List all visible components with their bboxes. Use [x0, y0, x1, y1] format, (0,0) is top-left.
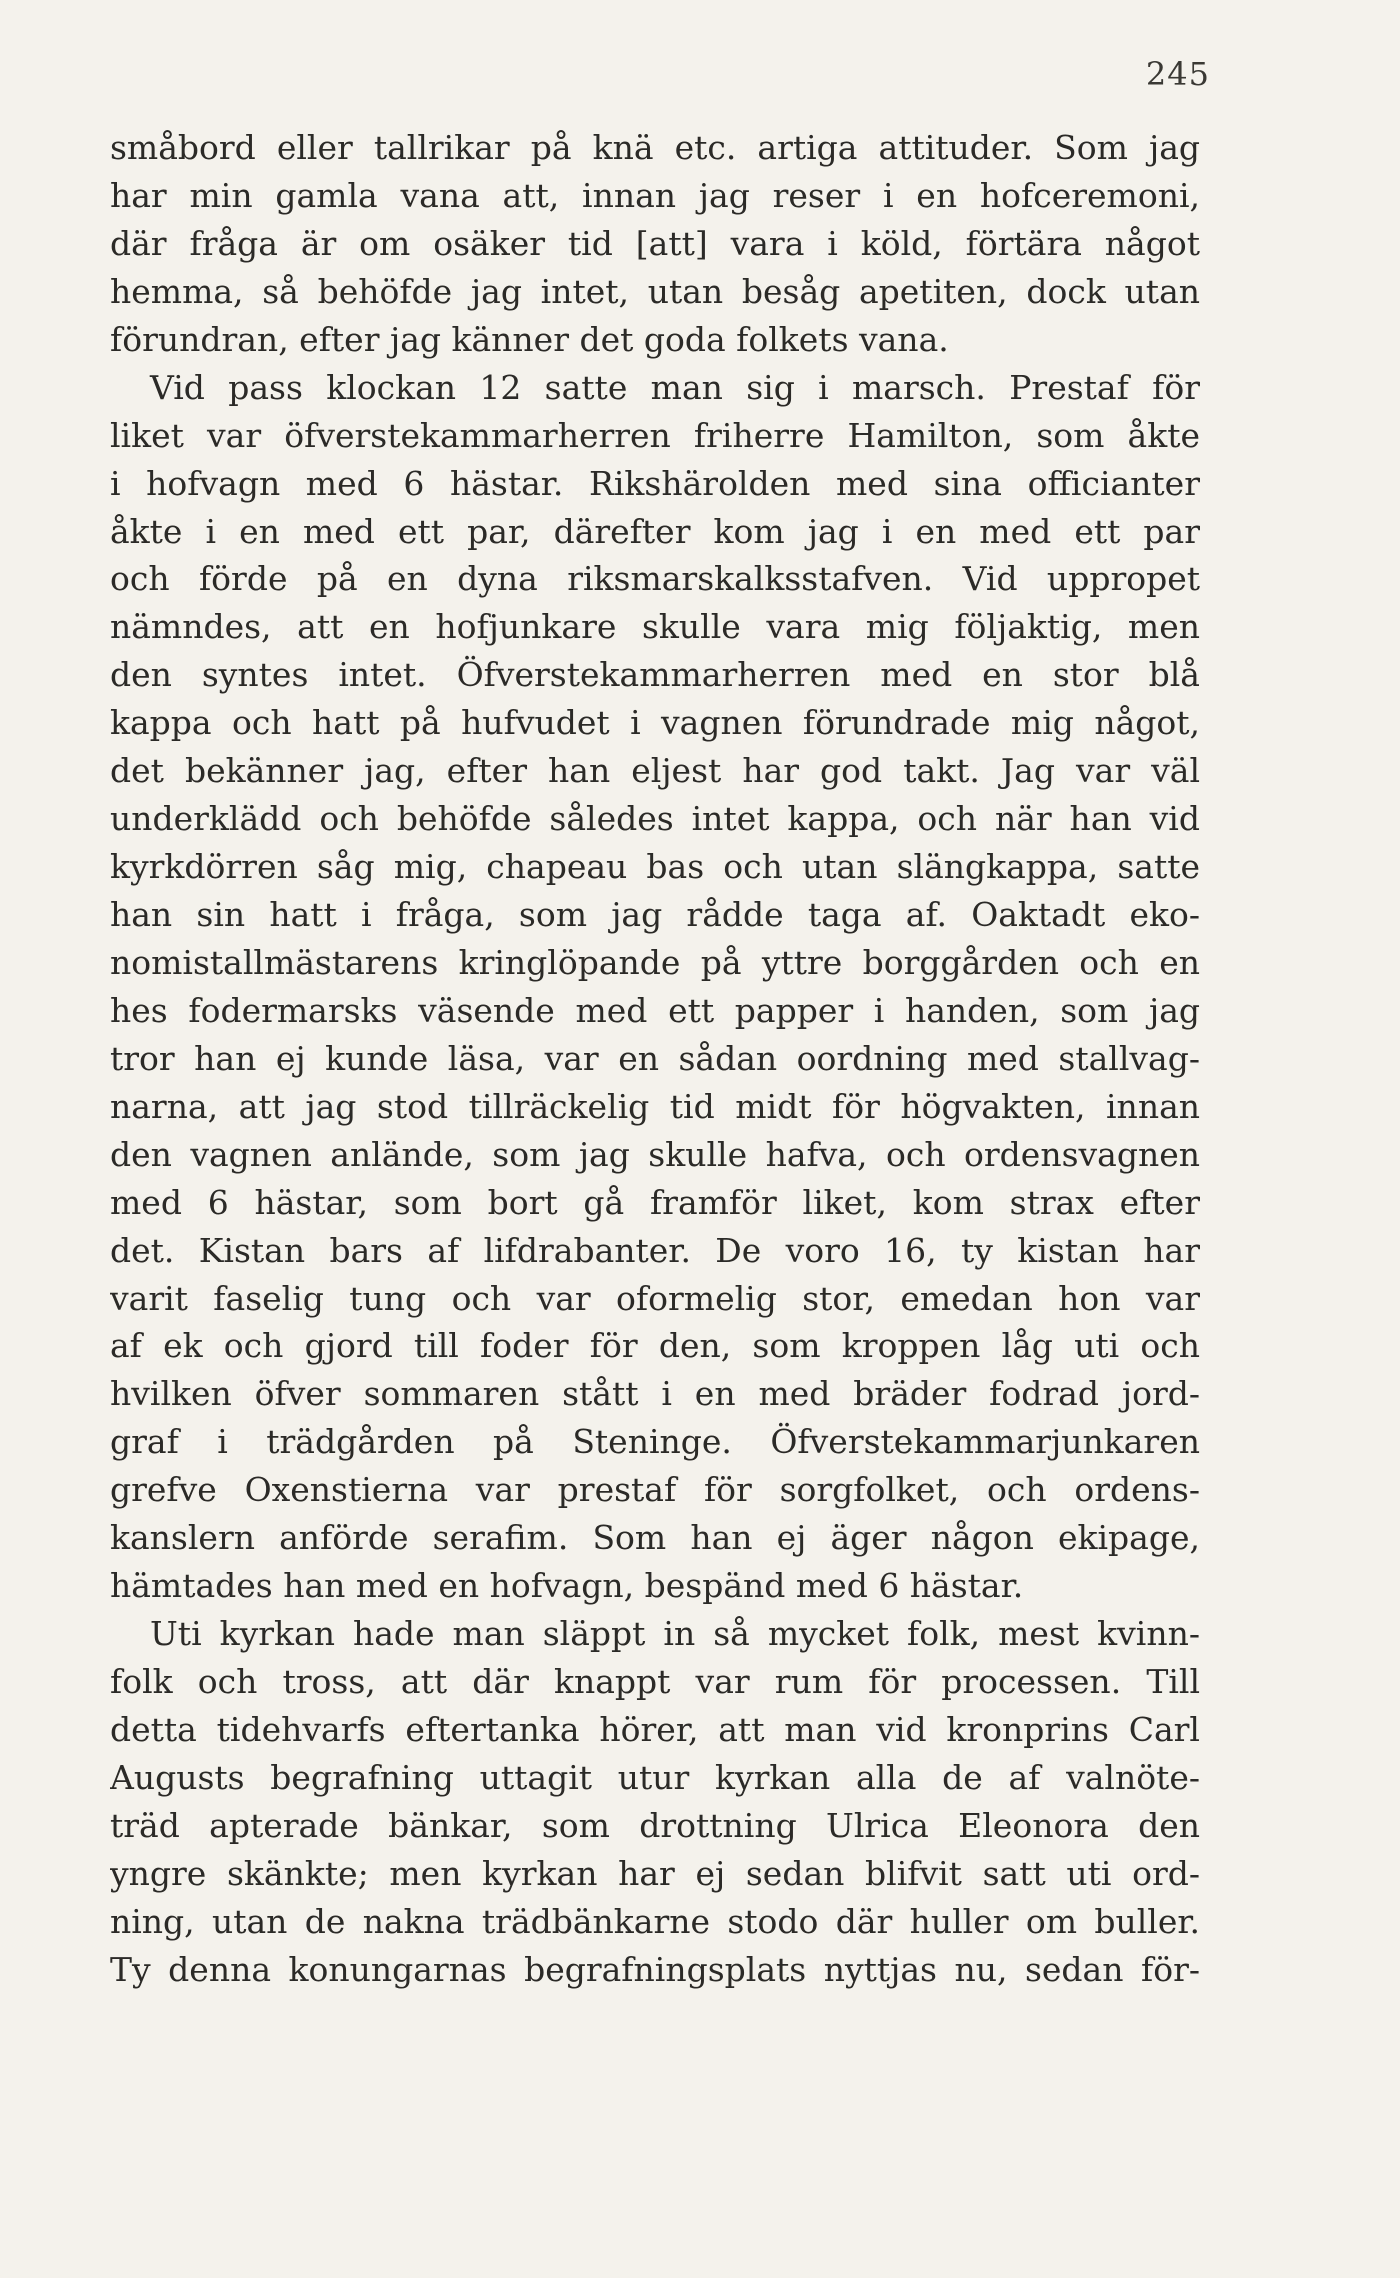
page-number: 245	[1145, 55, 1210, 93]
text-line: i hofvagn med 6 hästar. Rikshärolden med sina officianter	[110, 463, 1200, 503]
text-line: graf i trädgården på Steninge. Öfverstekammarjunkaren	[110, 1422, 1200, 1462]
text-line: förundran, efter jag känner det goda folkets vana.	[110, 319, 949, 359]
text-line: kanslern anförde serafim. Som han ej äger någon ekipage,	[110, 1518, 1200, 1558]
text-line: har min gamla vana att, innan jag reser i en hofceremoni,	[110, 175, 1200, 215]
text-line: han sin hatt i fråga, som jag rådde taga af. Oaktadt eko-	[110, 895, 1200, 934]
text-line: nämndes, att en hofjunkare skulle vara mig följaktig, men	[110, 607, 1200, 647]
text-line: hes fodermarsks väsende med ett papper i handen, som jag	[110, 990, 1200, 1030]
text-line: med 6 hästar, som bort gå framför liket, kom strax efter	[110, 1182, 1200, 1222]
text-line: af ek och gjord till foder för den, som kroppen låg uti och	[110, 1326, 1200, 1366]
text-line: hvilken öfver sommaren stått i en med bräder fodrad jord-	[110, 1374, 1200, 1414]
text-line: kappa och hatt på hufvudet i vagnen förundrade mig något,	[110, 703, 1200, 743]
text-line: åkte i en med ett par, därefter kom jag i en med ett par	[110, 511, 1200, 551]
text-line: det. Kistan bars af lifdrabanter. De voro 16, ty kistan har	[110, 1230, 1200, 1270]
text-line: där fråga är om osäker tid [att] vara i köld, förtära något	[110, 223, 1200, 263]
text-line: kyrkdörren såg mig, chapeau bas och utan slängkappa, satte	[110, 847, 1200, 887]
text-line: yngre skänkte; men kyrkan har ej sedan blifvit satt uti ord-	[110, 1853, 1200, 1893]
text-line: och förde på en dyna riksmarskalksstafven. Vid uppropet	[110, 559, 1200, 599]
text-line: tror han ej kunde läsa, var en sådan oordning med stallvag-	[110, 1038, 1200, 1078]
text-line: hämtades han med en hofvagn, bespänd med 6 hästar.	[110, 1566, 1024, 1606]
text-line: det bekänner jag, efter han eljest har god takt. Jag var väl	[110, 751, 1200, 791]
text-line: hemma, så behöfde jag intet, utan besåg apetiten, dock utan	[110, 271, 1200, 311]
text-line: Vid pass klockan 12 satte man sig i marsch. Prestaf för	[150, 367, 1200, 407]
text-line: detta tidehvarfs eftertanka hörer, att man vid kronprins Carl	[110, 1709, 1200, 1749]
text-line: den syntes intet. Öfverstekammarherren med en stor blå	[110, 655, 1200, 695]
text-line: Ty denna konungarnas begrafningsplats nyttjas nu, sedan för-	[110, 1949, 1200, 1989]
text-line: varit faselig tung och var oformelig stor, emedan hon var	[110, 1278, 1200, 1318]
text-line: folk och tross, att där knappt var rum för processen. Till	[110, 1662, 1200, 1701]
text-line: Augusts begrafning uttagit utur kyrkan alla de af valnöte-	[110, 1757, 1200, 1797]
text-line: småbord eller tallrikar på knä etc. artiga attituder. Som jag	[110, 128, 1200, 167]
text-line: Uti kyrkan hade man släppt in så mycket folk, mest kvinn-	[150, 1614, 1200, 1654]
text-line: liket var öfverstekammarherren friherre Hamilton, som åkte	[110, 415, 1200, 455]
text-line: nomistallmästarens kringlöpande på yttre borggården och en	[110, 942, 1200, 982]
text-line: grefve Oxenstierna var prestaf för sorgfolket, och ordens-	[110, 1470, 1200, 1510]
text-line: ning, utan de nakna trädbänkarne stodo där huller om buller.	[110, 1901, 1200, 1941]
text-line: narna, att jag stod tillräckelig tid midt för högvakten, innan	[110, 1086, 1200, 1126]
text-line: underklädd och behöfde således intet kappa, och när han vid	[110, 799, 1200, 839]
text-line: träd apterade bänkar, som drottning Ulrica Eleonora den	[110, 1805, 1200, 1845]
text-line: den vagnen anlände, som jag skulle hafva, och ordensvagnen	[110, 1134, 1200, 1174]
body-text	[110, 124, 1200, 1994]
